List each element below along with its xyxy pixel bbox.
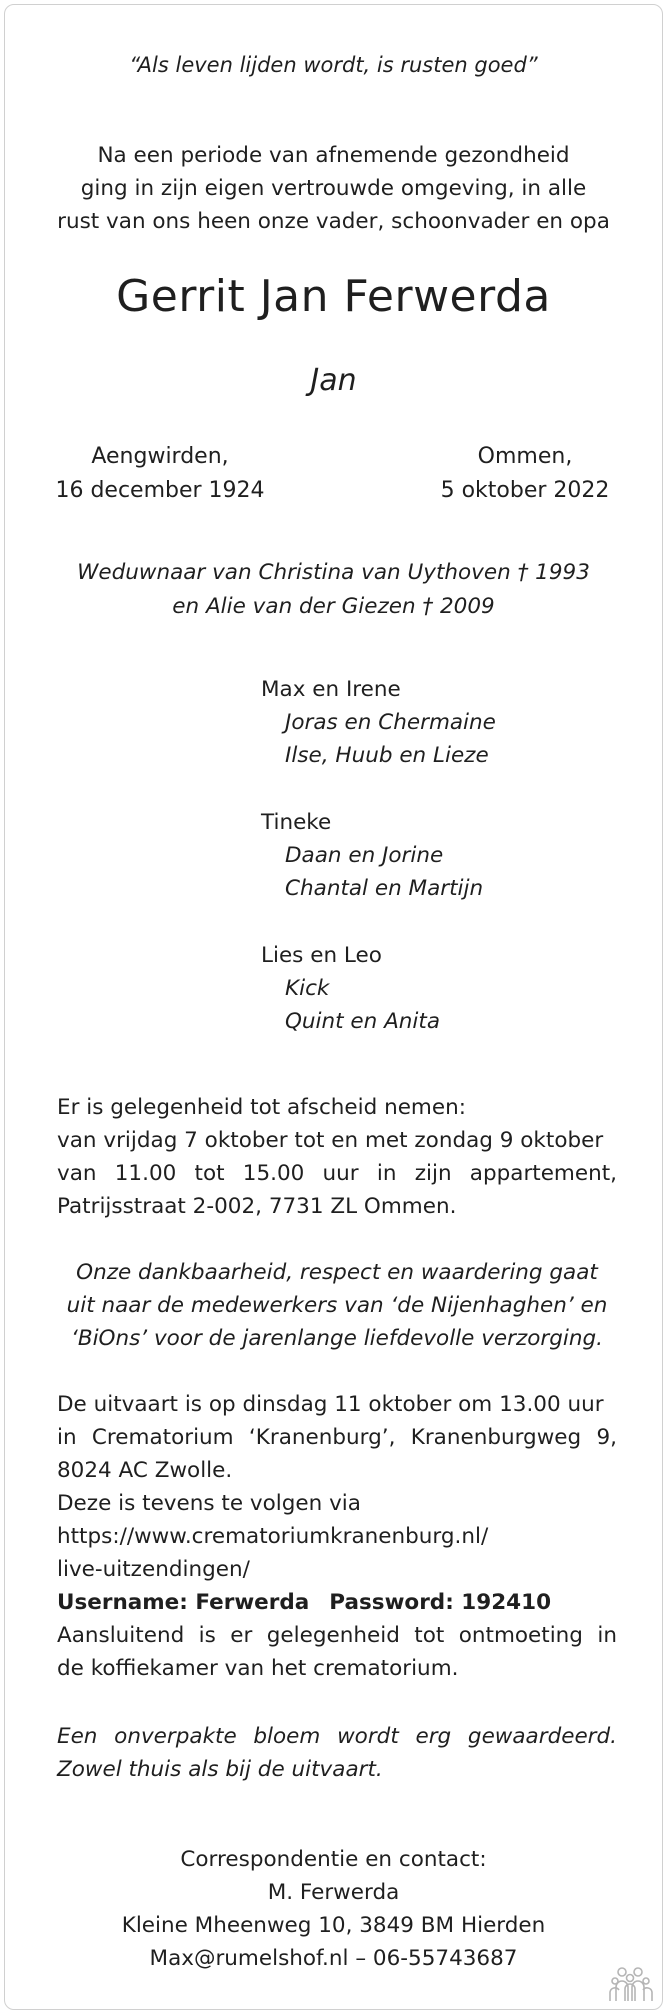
birth-info [55, 440, 265, 508]
family-parent: Lies en Leo [261, 943, 382, 968]
family-group [261, 939, 440, 1038]
obituary-card [4, 4, 663, 2010]
farewell-line: Er is gelegenheid tot afscheid nemen: [57, 1095, 466, 1120]
thanks-line: Onze dankbaarheid, respect en waardering gaat [76, 1260, 598, 1285]
widower-line: en Alie van der Giezen † 2009 [172, 594, 495, 619]
flowers-line: Zowel thuis als bij de uitvaart. [57, 1757, 383, 1782]
contact-name: M. Ferwerda [267, 1880, 400, 1905]
flowers-line: Een onverpakte bloem wordt erg gewaardeerd. [57, 1724, 617, 1749]
death-info [425, 440, 625, 508]
contact-address: Kleine Mheenweg 10, 3849 BM Hierden [121, 1913, 546, 1938]
funeral-line: de koffiekamer van het crematorium. [57, 1656, 459, 1681]
farewell-paragraph [57, 1091, 617, 1223]
farewell-line: van vrijdag 7 oktober tot en met zondag 9 oktober [57, 1128, 604, 1153]
contact-block [5, 1843, 662, 1975]
opening-quote: “Als leven lijden wordt, is rusten goed” [129, 53, 538, 77]
stream-password: Password: 192410 [329, 1590, 552, 1615]
birth-place: Aengwirden, [91, 444, 229, 469]
intro-line: ging in zijn eigen vertrouwde omgeving, in alle [80, 176, 587, 201]
contact-email-phone: Max@rumelshof.nl – 06-55743687 [149, 1946, 518, 1971]
family-group [261, 673, 496, 772]
widower-line: Weduwnaar van Christina van Uythoven † 1993 [77, 560, 590, 585]
death-place: Ommen, [477, 444, 573, 469]
stream-credentials [57, 1586, 617, 1619]
stream-url: live-uitzendingen/ [57, 1557, 250, 1582]
farewell-line: Patrijsstraat 2-002, 7731 ZL Ommen. [57, 1194, 457, 1219]
deceased-nickname: Jan [310, 363, 357, 398]
family-child: Daan en Jorine [285, 843, 444, 868]
stream-username: Username: Ferwerda [57, 1590, 310, 1615]
contact-heading: Correspondentie en contact: [180, 1847, 487, 1872]
people-group-icon [609, 1965, 653, 2007]
intro-text [5, 139, 662, 238]
funeral-line: Aansluitend is er gelegenheid tot ontmoeting in [57, 1623, 617, 1648]
widower-text [5, 556, 662, 624]
funeral-line: in Crematorium ‘Kranenburg’, Kranenburgweg 9, [57, 1425, 617, 1450]
flowers-paragraph [57, 1720, 617, 1786]
family-child: Chantal en Martijn [285, 876, 484, 901]
funeral-line: 8024 AC Zwolle. [57, 1458, 233, 1483]
thanks-paragraph [57, 1256, 617, 1355]
family-child: Quint en Anita [285, 1009, 441, 1034]
deceased-name: Gerrit Jan Ferwerda [116, 271, 551, 322]
family-parent: Tineke [261, 810, 332, 835]
family-parent: Max en Irene [261, 677, 401, 702]
intro-line: rust van ons heen onze vader, schoonvader en opa [57, 209, 610, 234]
farewell-line: van 11.00 tot 15.00 uur in zijn appartement, [57, 1161, 617, 1186]
stream-url: https://www.crematoriumkranenburg.nl/ [57, 1524, 489, 1549]
thanks-line: ‘BiOns’ voor de jarenlange liefdevolle verzorging. [70, 1326, 604, 1351]
thanks-line: uit naar de medewerkers van ‘de Nijenhaghen’ en [66, 1293, 608, 1318]
funeral-paragraph [57, 1388, 617, 1685]
funeral-line: Deze is tevens te volgen via [57, 1491, 361, 1516]
funeral-line: De uitvaart is op dinsdag 11 oktober om 13.00 uur [57, 1392, 604, 1417]
family-child: Kick [285, 976, 330, 1001]
birth-date: 16 december 1924 [55, 478, 265, 503]
family-child: Joras en Chermaine [285, 710, 496, 735]
death-date: 5 oktober 2022 [440, 478, 610, 503]
family-child: Ilse, Huub en Lieze [285, 743, 489, 768]
family-group [261, 806, 483, 905]
intro-line: Na een periode van afnemende gezondheid [97, 143, 570, 168]
